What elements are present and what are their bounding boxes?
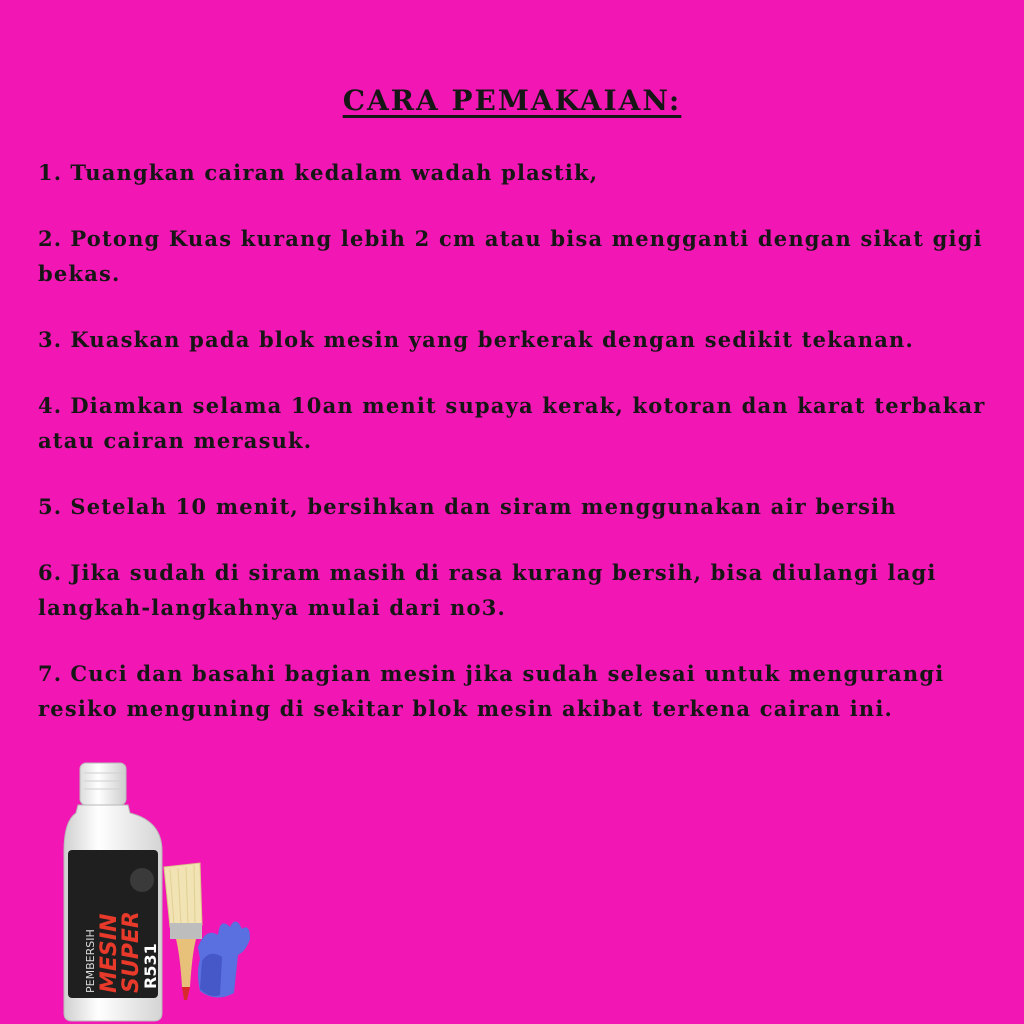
step-number: 5.	[38, 494, 63, 519]
label-line-4: R531	[141, 943, 160, 989]
step-number: 1.	[38, 160, 63, 185]
step-text: Diamkan selama 10an menit supaya kerak, kotoran dan karat terbakar atau cairan merasuk.	[38, 393, 986, 453]
step-2	[38, 221, 998, 291]
label-line-1: PEMBERSIH	[84, 929, 97, 993]
step-number: 3.	[38, 327, 63, 352]
step-5	[38, 489, 998, 524]
step-text: Tuangkan cairan kedalam wadah plastik,	[70, 160, 599, 185]
step-text: Cuci dan basahi bagian mesin jika sudah selesai untuk mengurangi resiko menguning di sekitar blok mesin akibat terkena cairan ini.	[38, 661, 945, 721]
step-4	[38, 388, 998, 458]
step-text: Kuaskan pada blok mesin yang berkerak dengan sedikit tekanan.	[70, 327, 914, 352]
step-number: 2.	[38, 226, 63, 251]
step-7	[38, 656, 998, 726]
step-number: 4.	[38, 393, 63, 418]
label-line-3: SUPER	[119, 911, 144, 993]
product-image	[50, 755, 270, 1024]
step-text: Potong Kuas kurang lebih 2 cm atau bisa mengganti dengan sikat gigi bekas.	[38, 226, 983, 286]
bottle-icon	[64, 763, 162, 1021]
step-6	[38, 555, 998, 625]
label-line-2: MESIN	[97, 913, 122, 993]
instruction-list	[38, 155, 998, 757]
step-1	[38, 155, 998, 190]
step-3	[38, 322, 998, 357]
step-text: Jika sudah di siram masih di rasa kurang bersih, bisa diulangi lagi langkah-langkahnya mulai dari no3.	[38, 560, 937, 620]
paintbrush-icon	[164, 863, 202, 1000]
step-number: 7.	[38, 661, 63, 686]
gloves-icon	[198, 921, 250, 997]
page-title: CARA PEMAKAIAN:	[342, 84, 682, 117]
step-number: 6.	[38, 560, 63, 585]
step-text: Setelah 10 menit, bersihkan dan siram menggunakan air bersih	[70, 494, 897, 519]
